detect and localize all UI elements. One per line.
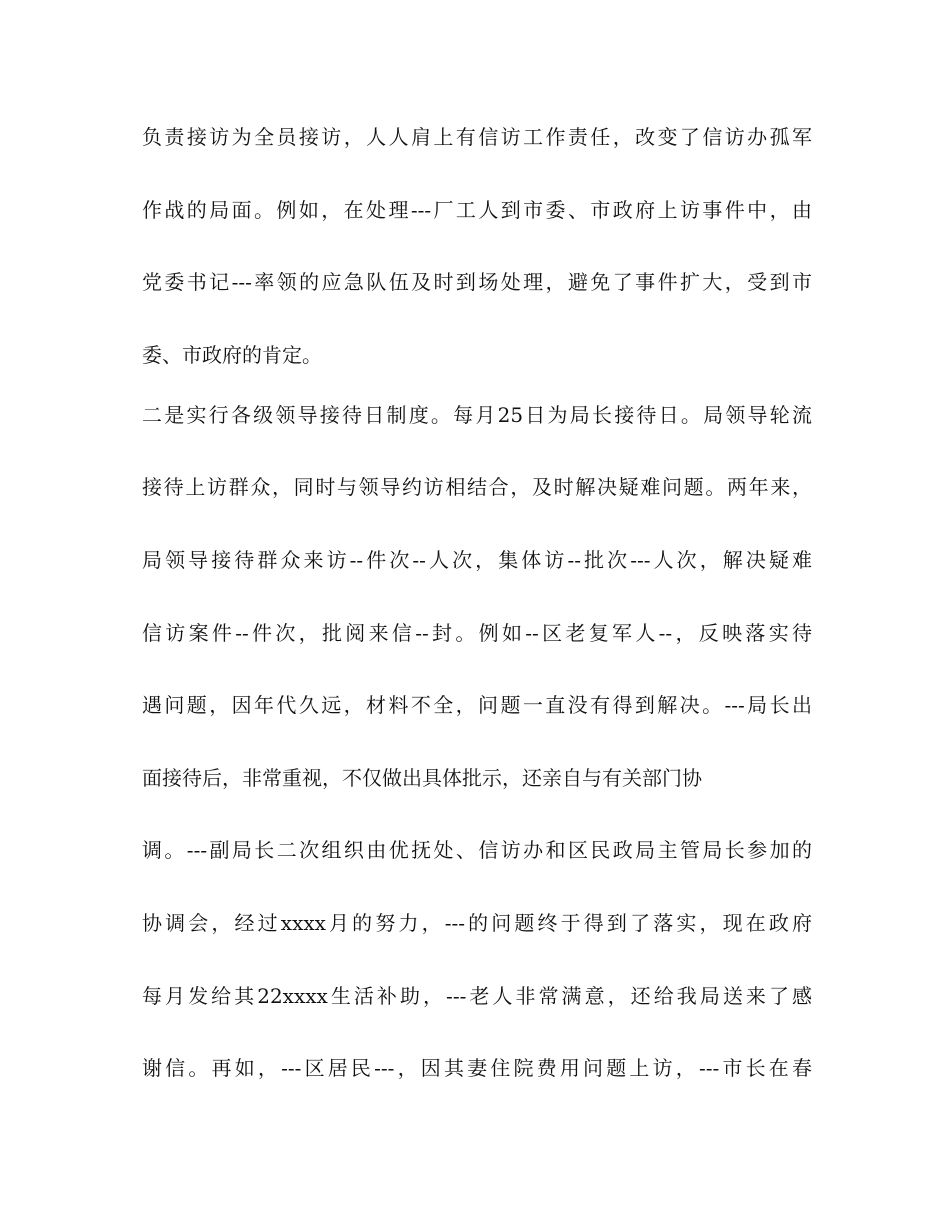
text-line: 二是实行各级领导接待日制度。每月25日为局长接待日。局领导轮流 xyxy=(142,402,812,427)
body-text xyxy=(142,122,812,1126)
text-line: 谢信。再如，---区居民---，因其妻住院费用问题上访，---市长在春 xyxy=(142,1056,812,1081)
text-line: 局领导接待群众来访--件次--人次，集体访--批次---人次，解决疑难 xyxy=(142,547,812,572)
text-line: 作战的局面。例如，在处理---厂工人到市委、市政府上访事件中，由 xyxy=(142,197,812,222)
text-line: 党委书记---率领的应急队伍及时到场处理，避免了事件扩大，受到市 xyxy=(142,270,812,295)
text-line: 接待上访群众，同时与领导约访相结合，及时解决疑难问题。两年来， xyxy=(142,475,812,500)
text-line: 调。---副局长二次组织由优抚处、信访办和区民政局主管局长参加的 xyxy=(142,838,812,863)
text-line: 信访案件--件次，批阅来信--封。例如--区老复军人--，反映落实待 xyxy=(142,620,812,645)
text-line: 每月发给其22xxxx生活补助，---老人非常满意，还给我局送来了感 xyxy=(142,983,812,1008)
text-line: 面接待后，非常重视，不仅做出具体批示，还亲自与有关部门协 xyxy=(142,765,702,790)
text-line: 负责接访为全员接访，人人肩上有信访工作责任，改变了信访办孤军 xyxy=(142,125,812,149)
text-line: 委、市政府的肯定。 xyxy=(142,342,322,367)
text-line: 协调会，经过xxxx月的努力，---的问题终于得到了落实，现在政府 xyxy=(142,910,812,935)
text-line: 遇问题，因年代久远，材料不全，问题一直没有得到解决。---局长出 xyxy=(142,693,812,718)
